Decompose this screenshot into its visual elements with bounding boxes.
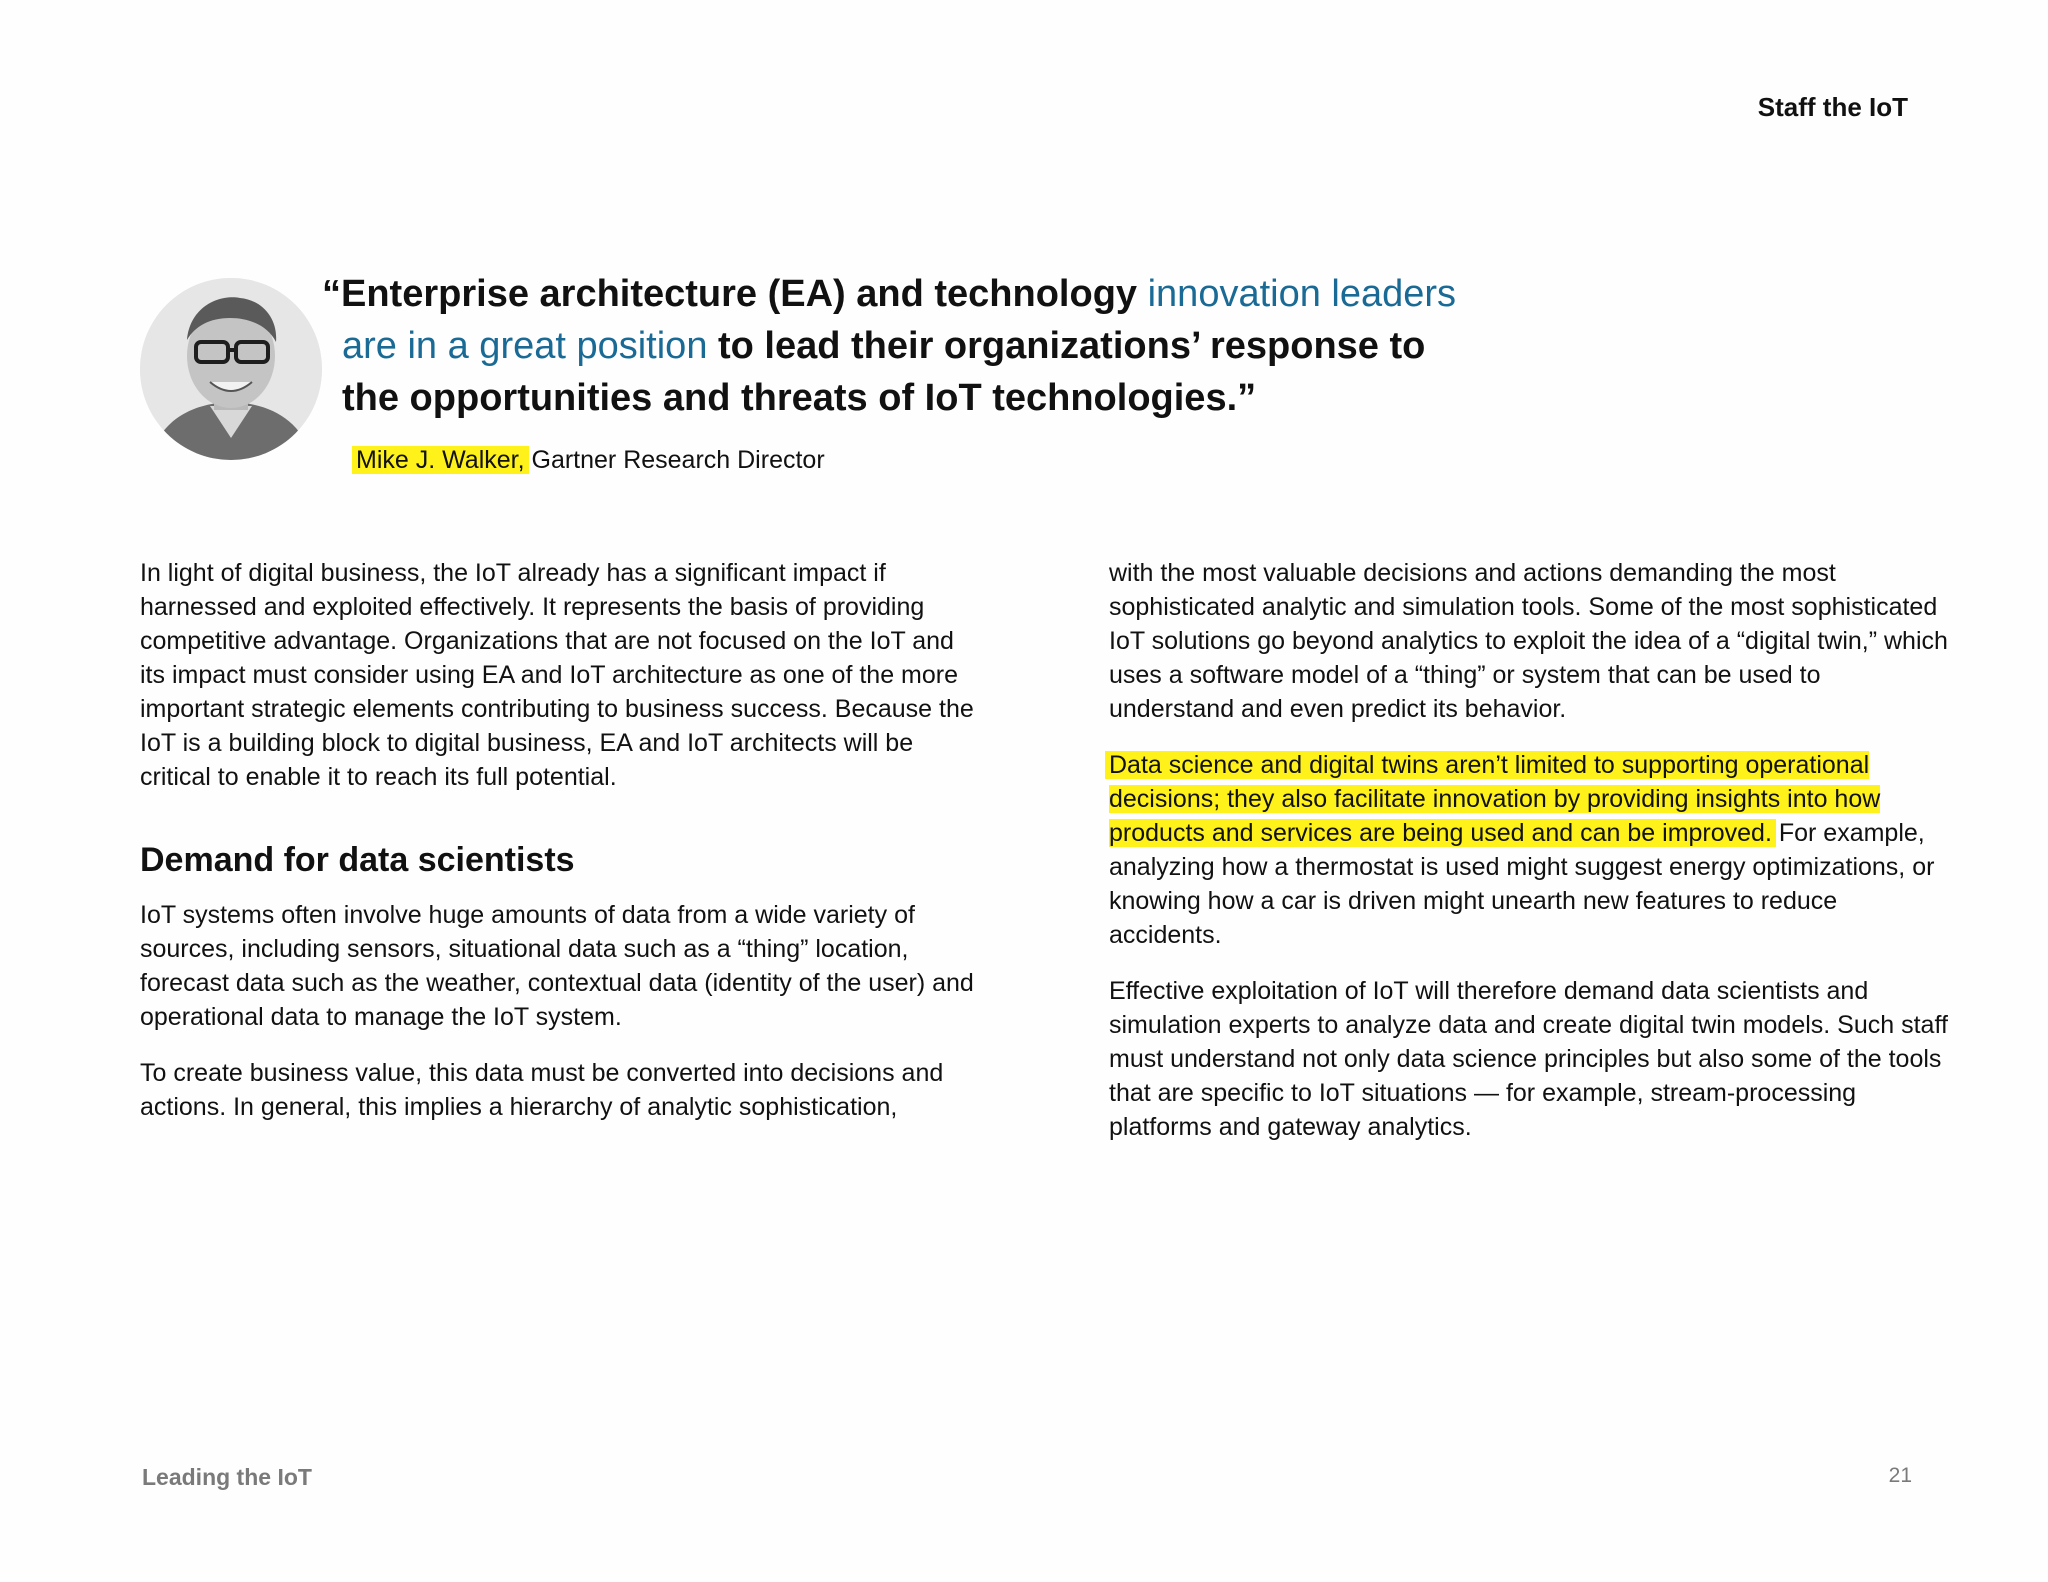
page-number: 21: [1888, 1464, 1912, 1487]
quote-part-2: to lead their organizations’ response to: [707, 325, 1426, 367]
right-paragraph-3: Effective exploitation of IoT will therefore demand data scientists and simulation experts to analyze data and create digital twin models. Such staff must understand not only data science principles but also some of the tools that are specific to IoT situations — for example, stream-processing platforms and gateway analytics.: [1109, 977, 1948, 1141]
left-paragraph-3: To create business value, this data must be converted into decisions and actions. In general, this implies a hierarchy of analytic sophistication,: [140, 1059, 944, 1121]
attribution-name: Mike J. Walker,: [356, 446, 525, 474]
section-label: Staff the IoT: [1757, 92, 1908, 122]
right-paragraph-1: with the most valuable decisions and actions demanding the most sophisticated analytic and simulation tools. Some of the most sophisticated IoT solutions go beyond analytics to exploit the idea of a “digital twin,” which uses a software model of a “thing” or system that can be used to understand and even predict its behavior.: [1109, 559, 1948, 723]
pull-quote: [322, 268, 1522, 424]
quote-highlight: innovation leaders: [1147, 273, 1457, 315]
left-paragraph-2: IoT systems often involve huge amounts of data from a wide variety of sources, including sensors, situational data such as a “thing” location, forecast data such as the weather, contextual data (identity of the user) and operational data to manage the IoT system.: [140, 901, 974, 1031]
section-heading: Demand for data scientists: [140, 841, 575, 879]
quote-open-mark: “: [322, 273, 341, 315]
right-paragraph-2: [1109, 748, 1949, 952]
right-column: [1109, 556, 1949, 1166]
right-paragraph-2-rest: For example, analyzing how a thermostat is used might suggest energy optimizations, or knowing how a car is driven might unearth new features to reduce accidents.: [1109, 819, 1935, 949]
quote-part-1: Enterprise architecture (EA) and technology: [341, 273, 1148, 315]
footer-title: Leading the IoT: [142, 1464, 312, 1490]
left-column: [140, 556, 980, 1146]
left-paragraph-1: In light of digital business, the IoT already has a significant impact if harnessed and exploited effectively. It represents the basis of providing competitive advantage. Organizations that are not focused on the IoT and its impact must consider using EA and IoT architecture as one of the more important strategic elements contributing to business success. Because the IoT is a building block to digital business, EA and IoT architects will be critical to enable it to reach its full potential.: [140, 559, 974, 791]
quote-part-3: the opportunities and threats of IoT technologies.”: [342, 377, 1257, 419]
quote-attribution: [356, 446, 825, 475]
right-paragraph-2-highlight: Data science and digital twins aren’t limited to supporting operational decisions; they also facilitate innovation by providing insights into how products and services are being used and can be improved.: [1109, 751, 1881, 847]
quote-highlight-cont: are in a great position: [342, 325, 708, 367]
portrait-photo: [140, 278, 322, 460]
attribution-role: Gartner Research Director: [524, 446, 825, 474]
